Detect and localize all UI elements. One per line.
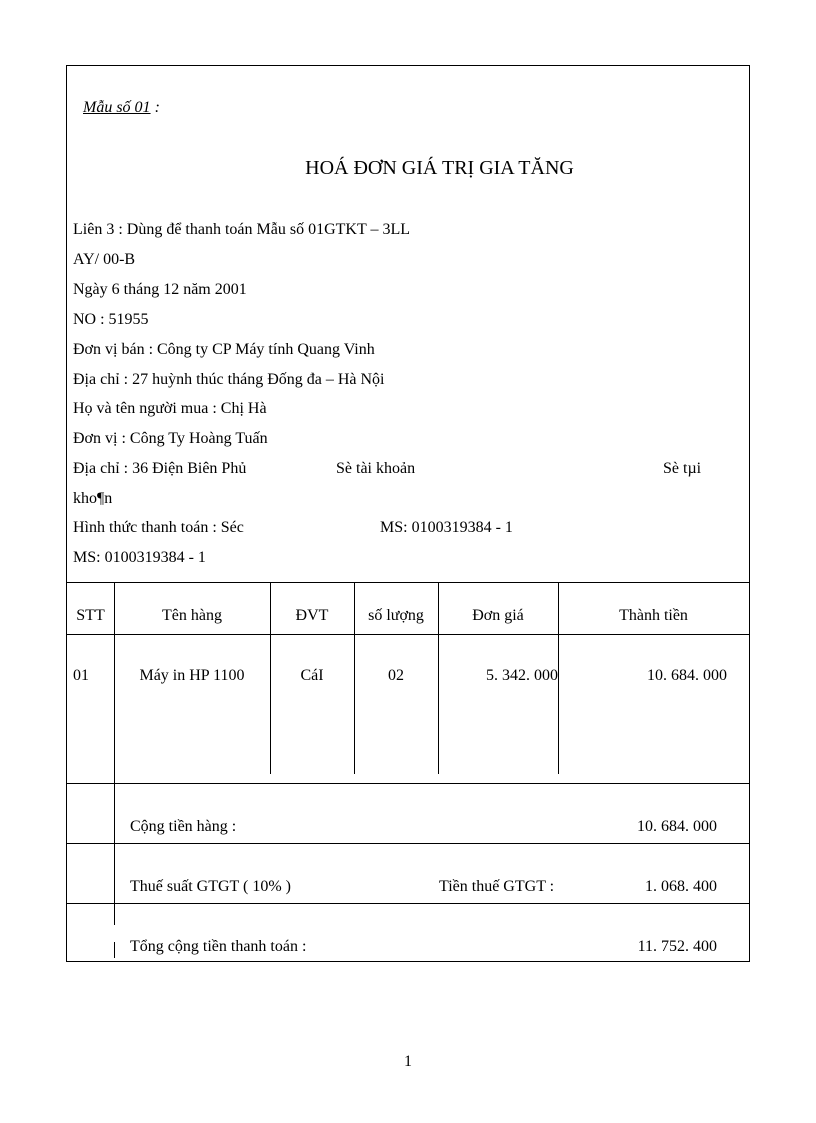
header-amount: Thành tiền <box>619 607 688 624</box>
tax-code-left: MS: 0100319384 - 1 <box>73 549 206 566</box>
buyer-unit: Đơn vị : Công Ty Hoàng Tuấn <box>73 430 268 447</box>
items-bottom-border <box>67 783 749 784</box>
row-unit: CáI <box>300 667 324 684</box>
row-price: 5. 342. 000 <box>486 667 558 684</box>
vat-border <box>67 903 749 904</box>
col-divider <box>114 942 115 958</box>
row-amount: 10. 684. 000 <box>647 667 727 684</box>
form-number: Mẫu số 01 : <box>83 99 160 116</box>
invoice-number: NO : 51955 <box>73 311 149 328</box>
lien-line: Liên 3 : Dùng để thanh toán Mẫu số 01GTKT – 3LL <box>73 221 410 238</box>
header-stt: STT <box>76 607 105 624</box>
account-label: Sè tài khoản <box>336 460 416 477</box>
col-divider <box>114 783 115 925</box>
payment-method: Hình thức thanh toán : Séc <box>73 519 244 536</box>
header-unit: ĐVT <box>295 607 329 624</box>
row-qty: 02 <box>388 667 404 684</box>
buyer-address: Địa chỉ : 36 Điện Biên Phủ <box>73 460 247 477</box>
row-stt: 01 <box>73 667 89 684</box>
invoice-title: HOÁ ĐƠN GIÁ TRỊ GIA TĂNG <box>305 157 574 179</box>
seller-line: Đơn vị bán : Công ty CP Máy tính Quang Vinh <box>73 341 375 358</box>
header-qty: số lượng <box>368 607 424 624</box>
header-name: Tên hàng <box>162 607 222 624</box>
grand-total-label: Tổng cộng tiền thanh toán : <box>130 938 307 955</box>
table-top-border <box>67 582 749 583</box>
buyer-name: Họ và tên người mua : Chị Hà <box>73 400 267 417</box>
date-line: Ngày 6 tháng 12 năm 2001 <box>73 281 247 298</box>
row-name: Máy in HP 1100 <box>139 667 245 684</box>
tax-code-right: MS: 0100319384 - 1 <box>380 519 513 536</box>
vat-amount-label: Tiền thuế GTGT : <box>439 878 555 895</box>
account-label-2: Sè tµi <box>663 460 702 477</box>
page-number: 1 <box>404 1053 412 1070</box>
header-price: Đơn giá <box>472 607 524 624</box>
grand-total-value: 11. 752. 400 <box>637 938 717 955</box>
invoice-frame <box>66 65 750 962</box>
vat-rate-label: Thuế suất GTGT ( 10% ) <box>130 878 291 895</box>
seller-address: Địa chỉ : 27 huỳnh thúc tháng Đống đa – Hà Nội <box>73 371 385 388</box>
series-line: AY/ 00-B <box>73 251 136 268</box>
goods-total-border <box>67 843 749 844</box>
vat-amount-value: 1. 068. 400 <box>645 878 717 895</box>
goods-total-label: Cộng tiền hàng : <box>130 818 237 835</box>
goods-total-value: 10. 684. 000 <box>637 818 717 835</box>
header-bottom-border <box>67 634 749 635</box>
account-wrap: kho¶n <box>73 490 113 507</box>
